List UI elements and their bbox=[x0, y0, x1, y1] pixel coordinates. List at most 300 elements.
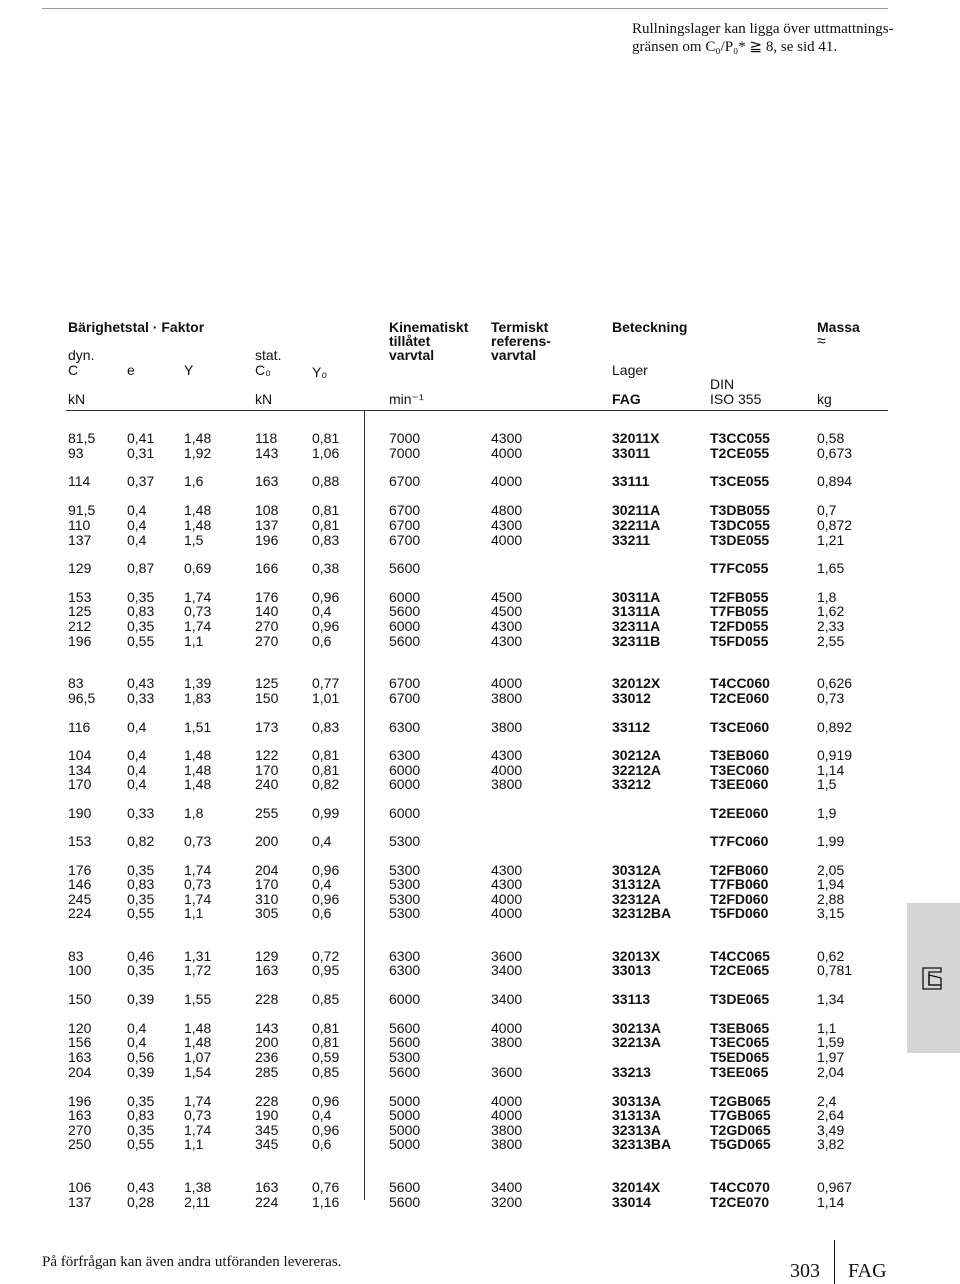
table-row bbox=[0, 619, 960, 634]
header-barighet: Bärighetstal · Faktor bbox=[68, 319, 205, 335]
cell-thermal-speed: 4000 bbox=[491, 1020, 523, 1036]
cell-y: 1,1 bbox=[184, 1136, 204, 1152]
cell-mass: 1,62 bbox=[817, 603, 845, 619]
cell-thermal-speed: 4000 bbox=[491, 473, 523, 489]
cell-thermal-speed: 4300 bbox=[491, 633, 523, 649]
cell-iso-designation: T3EC065 bbox=[710, 1034, 770, 1050]
cell-e: 0,43 bbox=[127, 675, 155, 691]
cell-y0: 0,88 bbox=[312, 473, 340, 489]
cell-iso-designation: T3CE060 bbox=[710, 719, 770, 735]
cell-kinematic-speed: 5300 bbox=[389, 891, 421, 907]
cell-e: 0,33 bbox=[127, 690, 155, 706]
cell-e: 0,35 bbox=[127, 1122, 155, 1138]
cell-c: 270 bbox=[68, 1122, 92, 1138]
cell-iso-designation: T4CC060 bbox=[710, 675, 770, 691]
cell-c: 137 bbox=[68, 1194, 92, 1210]
section-tab bbox=[907, 903, 960, 1053]
cell-iso-designation: T4CC065 bbox=[710, 948, 770, 964]
cell-y: 1,83 bbox=[184, 690, 212, 706]
cell-kinematic-speed: 5000 bbox=[389, 1136, 421, 1152]
cell-thermal-speed: 4500 bbox=[491, 589, 523, 605]
cell-c0: 345 bbox=[255, 1136, 279, 1152]
cell-fag-designation: 32311B bbox=[612, 633, 661, 649]
cell-fag-designation: 32011X bbox=[612, 430, 660, 446]
cell-y0: 0,83 bbox=[312, 719, 340, 735]
cell-c0: 163 bbox=[255, 962, 279, 978]
cell-kinematic-speed: 6000 bbox=[389, 762, 421, 778]
cell-y: 2,11 bbox=[184, 1194, 211, 1210]
cell-e: 0,46 bbox=[127, 948, 155, 964]
cell-iso-designation: T2CE065 bbox=[710, 962, 770, 978]
cell-iso-designation: T3CE055 bbox=[710, 473, 770, 489]
cell-y: 1,51 bbox=[184, 719, 212, 735]
cell-y0: 0,6 bbox=[312, 633, 332, 649]
cell-e: 0,4 bbox=[127, 1020, 147, 1036]
cell-iso-designation: T7FB055 bbox=[710, 603, 769, 619]
cell-y0: 0,96 bbox=[312, 589, 340, 605]
cell-iso-designation: T2CE055 bbox=[710, 445, 770, 461]
cell-c0: 310 bbox=[255, 891, 279, 907]
cell-e: 0,82 bbox=[127, 833, 155, 849]
cell-kinematic-speed: 6700 bbox=[389, 517, 421, 533]
cell-y: 0,73 bbox=[184, 603, 212, 619]
cell-iso-designation: T7FC055 bbox=[710, 560, 769, 576]
cell-kinematic-speed: 5000 bbox=[389, 1107, 421, 1123]
cell-fag-designation: 33014 bbox=[612, 1194, 651, 1210]
cell-y: 1,55 bbox=[184, 991, 212, 1007]
cell-thermal-speed: 4000 bbox=[491, 891, 523, 907]
cell-c: 106 bbox=[68, 1179, 92, 1195]
cell-e: 0,4 bbox=[127, 719, 147, 735]
cell-y0: 0,82 bbox=[312, 776, 340, 792]
cell-c0: 270 bbox=[255, 618, 279, 634]
cell-iso-designation: T7FC060 bbox=[710, 833, 769, 849]
cell-e: 0,83 bbox=[127, 1107, 155, 1123]
cell-y0: 0,99 bbox=[312, 805, 340, 821]
cell-y0: 0,81 bbox=[312, 430, 340, 446]
header-lager: Lager bbox=[612, 362, 648, 378]
cell-c0: 129 bbox=[255, 948, 279, 964]
cell-c: 150 bbox=[68, 991, 92, 1007]
cell-mass: 2,04 bbox=[817, 1064, 845, 1080]
cell-c: 156 bbox=[68, 1034, 92, 1050]
cell-mass: 0,892 bbox=[817, 719, 853, 735]
cell-y0: 1,01 bbox=[312, 690, 340, 706]
cell-iso-designation: T7GB065 bbox=[710, 1107, 771, 1123]
cell-mass: 0,73 bbox=[817, 690, 845, 706]
cell-y: 0,73 bbox=[184, 833, 212, 849]
cell-kinematic-speed: 6000 bbox=[389, 991, 421, 1007]
cell-iso-designation: T7FB060 bbox=[710, 876, 769, 892]
header-y: Y bbox=[184, 362, 194, 378]
cell-thermal-speed: 3600 bbox=[491, 1064, 523, 1080]
cell-y0: 0,4 bbox=[312, 876, 332, 892]
cell-y: 1,38 bbox=[184, 1179, 212, 1195]
cell-kinematic-speed: 5600 bbox=[389, 1064, 421, 1080]
cell-c0: 270 bbox=[255, 633, 279, 649]
cell-fag-designation: 31313A bbox=[612, 1107, 662, 1123]
cell-mass: 1,1 bbox=[817, 1020, 837, 1036]
cell-fag-designation: 33012 bbox=[612, 690, 651, 706]
cell-fag-designation: 30211A bbox=[612, 502, 661, 518]
cell-kinematic-speed: 5000 bbox=[389, 1122, 421, 1138]
cell-y: 1,48 bbox=[184, 1034, 212, 1050]
cell-thermal-speed: 4000 bbox=[491, 1093, 523, 1109]
header-kg: kg bbox=[817, 391, 832, 407]
cell-c: 110 bbox=[68, 517, 91, 533]
cell-kinematic-speed: 6300 bbox=[389, 962, 421, 978]
table-row bbox=[0, 720, 960, 735]
cell-kinematic-speed: 6700 bbox=[389, 675, 421, 691]
cell-c: 96,5 bbox=[68, 690, 96, 706]
cell-y0: 0,96 bbox=[312, 862, 340, 878]
cell-e: 0,31 bbox=[127, 445, 155, 461]
cell-thermal-speed: 4000 bbox=[491, 675, 523, 691]
page-number: 303 bbox=[790, 1260, 820, 1282]
cell-c: 104 bbox=[68, 747, 92, 763]
cell-c0: 170 bbox=[255, 876, 279, 892]
cell-kinematic-speed: 6300 bbox=[389, 948, 421, 964]
cell-e: 0,4 bbox=[127, 502, 147, 518]
cell-kinematic-speed: 5600 bbox=[389, 1179, 421, 1195]
cell-fag-designation: 30313A bbox=[612, 1093, 662, 1109]
cell-y0: 0,4 bbox=[312, 833, 332, 849]
cell-fag-designation: 32312A bbox=[612, 891, 662, 907]
cell-e: 0,41 bbox=[127, 430, 155, 446]
cell-c: 224 bbox=[68, 905, 92, 921]
cell-thermal-speed: 3200 bbox=[491, 1194, 523, 1210]
header-c0: C₀ bbox=[255, 362, 271, 378]
cell-fag-designation: 33011 bbox=[612, 445, 651, 461]
cell-mass: 1,65 bbox=[817, 560, 845, 576]
cell-y: 1,74 bbox=[184, 1093, 212, 1109]
cell-y0: 0,72 bbox=[312, 948, 340, 964]
cell-thermal-speed: 3400 bbox=[491, 1179, 523, 1195]
cell-kinematic-speed: 5000 bbox=[389, 1093, 421, 1109]
cell-e: 0,28 bbox=[127, 1194, 155, 1210]
cell-mass: 1,59 bbox=[817, 1034, 845, 1050]
cell-c: 129 bbox=[68, 560, 92, 576]
cell-c: 114 bbox=[68, 473, 91, 489]
cell-c0: 150 bbox=[255, 690, 279, 706]
cell-c0: 163 bbox=[255, 473, 279, 489]
cell-y0: 1,16 bbox=[312, 1194, 340, 1210]
table-row bbox=[0, 431, 960, 446]
cell-y0: 0,81 bbox=[312, 502, 340, 518]
header-tillatet: tillåtet bbox=[389, 333, 431, 349]
cell-y: 1,74 bbox=[184, 891, 212, 907]
footnote: På förfrågan kan även andra utföranden levereras. bbox=[42, 1254, 342, 1270]
cell-c0: 285 bbox=[255, 1064, 279, 1080]
cell-y: 1,48 bbox=[184, 1020, 212, 1036]
table-row bbox=[0, 777, 960, 792]
cell-c0: 137 bbox=[255, 517, 279, 533]
cell-c0: 163 bbox=[255, 1179, 279, 1195]
table-row bbox=[0, 634, 960, 649]
cell-thermal-speed: 4300 bbox=[491, 876, 523, 892]
cell-e: 0,43 bbox=[127, 1179, 155, 1195]
cell-thermal-speed: 4000 bbox=[491, 532, 523, 548]
cell-thermal-speed: 4300 bbox=[491, 862, 523, 878]
cell-thermal-speed: 4300 bbox=[491, 618, 523, 634]
cell-y0: 0,77 bbox=[312, 675, 340, 691]
cell-c: 153 bbox=[68, 833, 92, 849]
cell-c: 212 bbox=[68, 618, 92, 634]
cell-e: 0,4 bbox=[127, 532, 147, 548]
cell-c: 204 bbox=[68, 1064, 92, 1080]
cell-fag-designation: 32313BA bbox=[612, 1136, 672, 1152]
cell-fag-designation: 32311A bbox=[612, 618, 661, 634]
cell-fag-designation: 32012X bbox=[612, 675, 661, 691]
cell-e: 0,39 bbox=[127, 991, 155, 1007]
cell-c: 176 bbox=[68, 862, 92, 878]
cell-iso-designation: T3DE055 bbox=[710, 532, 770, 548]
cell-y: 1,48 bbox=[184, 762, 212, 778]
cell-fag-designation: 32313A bbox=[612, 1122, 662, 1138]
cell-fag-designation: 33111 bbox=[612, 473, 650, 489]
cell-thermal-speed: 4000 bbox=[491, 445, 523, 461]
table-row bbox=[0, 1108, 960, 1123]
cell-mass: 3,49 bbox=[817, 1122, 845, 1138]
cell-e: 0,87 bbox=[127, 560, 155, 576]
cell-c0: 190 bbox=[255, 1107, 279, 1123]
cell-kinematic-speed: 6000 bbox=[389, 589, 421, 605]
cell-iso-designation: T3DB055 bbox=[710, 502, 770, 518]
cell-mass: 2,33 bbox=[817, 618, 845, 634]
cell-iso-designation: T5ED065 bbox=[710, 1049, 770, 1065]
cell-thermal-speed: 3600 bbox=[491, 948, 523, 964]
cell-c0: 140 bbox=[255, 603, 279, 619]
cell-iso-designation: T3DE065 bbox=[710, 991, 770, 1007]
table-row bbox=[0, 992, 960, 1007]
cell-e: 0,35 bbox=[127, 962, 155, 978]
cell-kinematic-speed: 6700 bbox=[389, 532, 421, 548]
header-massa: Massa bbox=[817, 319, 860, 335]
cell-c: 196 bbox=[68, 1093, 92, 1109]
cell-thermal-speed: 3800 bbox=[491, 690, 523, 706]
cell-thermal-speed: 4000 bbox=[491, 762, 523, 778]
cell-mass: 1,14 bbox=[817, 1194, 845, 1210]
cell-y: 1,92 bbox=[184, 445, 212, 461]
cell-mass: 1,99 bbox=[817, 833, 845, 849]
cell-kinematic-speed: 6700 bbox=[389, 502, 421, 518]
cell-e: 0,35 bbox=[127, 891, 155, 907]
cell-fag-designation: 33113 bbox=[612, 991, 651, 1007]
cell-y: 1,54 bbox=[184, 1064, 212, 1080]
cell-mass: 0,781 bbox=[817, 962, 853, 978]
cell-e: 0,35 bbox=[127, 862, 155, 878]
cell-c: 170 bbox=[68, 776, 92, 792]
table-row bbox=[0, 691, 960, 706]
cell-iso-designation: T2GD065 bbox=[710, 1122, 771, 1138]
cell-c: 120 bbox=[68, 1020, 92, 1036]
cell-iso-designation: T2CE070 bbox=[710, 1194, 770, 1210]
cell-fag-designation: 33212 bbox=[612, 776, 651, 792]
cell-c: 190 bbox=[68, 805, 92, 821]
cell-mass: 2,05 bbox=[817, 862, 845, 878]
cell-fag-designation: 32013X bbox=[612, 948, 661, 964]
cell-thermal-speed: 3800 bbox=[491, 1122, 523, 1138]
cell-e: 0,55 bbox=[127, 1136, 155, 1152]
cell-mass: 1,21 bbox=[817, 532, 845, 548]
table-row bbox=[0, 446, 960, 461]
page-separator bbox=[834, 1240, 835, 1284]
header-rule bbox=[66, 410, 888, 411]
cell-c0: 170 bbox=[255, 762, 279, 778]
cell-y0: 0,85 bbox=[312, 991, 340, 1007]
cell-iso-designation: T3EE060 bbox=[710, 776, 769, 792]
cell-mass: 0,872 bbox=[817, 517, 853, 533]
cell-fag-designation: 33112 bbox=[612, 719, 651, 735]
cell-c0: 166 bbox=[255, 560, 279, 576]
cell-e: 0,37 bbox=[127, 473, 155, 489]
cell-thermal-speed: 3800 bbox=[491, 776, 523, 792]
cell-mass: 0,7 bbox=[817, 502, 837, 518]
header-referens: referens- bbox=[491, 333, 551, 349]
cell-y0: 0,76 bbox=[312, 1179, 340, 1195]
cell-y0: 0,83 bbox=[312, 532, 340, 548]
cell-fag-designation: 33211 bbox=[612, 532, 651, 548]
table-row bbox=[0, 806, 960, 821]
cell-y: 1,1 bbox=[184, 633, 204, 649]
cell-y: 1,48 bbox=[184, 502, 212, 518]
cell-fag-designation: 33013 bbox=[612, 962, 651, 978]
table-row bbox=[0, 1065, 960, 1080]
cell-y: 1,5 bbox=[184, 532, 204, 548]
cell-c: 134 bbox=[68, 762, 92, 778]
cell-kinematic-speed: 7000 bbox=[389, 445, 421, 461]
cell-y0: 1,06 bbox=[312, 445, 340, 461]
cell-iso-designation: T2FD060 bbox=[710, 891, 769, 907]
cell-iso-designation: T3EC060 bbox=[710, 762, 770, 778]
cell-e: 0,35 bbox=[127, 618, 155, 634]
cell-y: 1,74 bbox=[184, 1122, 212, 1138]
cell-mass: 0,673 bbox=[817, 445, 853, 461]
cell-mass: 0,626 bbox=[817, 675, 853, 691]
cell-c0: 228 bbox=[255, 991, 279, 1007]
cell-iso-designation: T2EE060 bbox=[710, 805, 769, 821]
cell-fag-designation: 32211A bbox=[612, 517, 661, 533]
cell-c0: 345 bbox=[255, 1122, 279, 1138]
cell-y0: 0,4 bbox=[312, 1107, 332, 1123]
cell-iso-designation: T5FD060 bbox=[710, 905, 769, 921]
table-row bbox=[0, 877, 960, 892]
cell-y: 1,07 bbox=[184, 1049, 212, 1065]
cell-y0: 0,81 bbox=[312, 1020, 340, 1036]
cell-y: 1,48 bbox=[184, 776, 212, 792]
cell-c0: 204 bbox=[255, 862, 279, 878]
header-approx: ≈ bbox=[817, 333, 826, 350]
cell-fag-designation: 32213A bbox=[612, 1034, 662, 1050]
table-row bbox=[0, 963, 960, 978]
header-fag: FAG bbox=[612, 391, 641, 407]
table-row bbox=[0, 533, 960, 548]
table-row bbox=[0, 906, 960, 921]
cell-y: 1,74 bbox=[184, 589, 212, 605]
cell-y0: 0,81 bbox=[312, 762, 340, 778]
table-row bbox=[0, 834, 960, 849]
header-y0: Y₀ bbox=[312, 364, 328, 380]
cell-mass: 1,94 bbox=[817, 876, 845, 892]
cell-y0: 0,81 bbox=[312, 1034, 340, 1050]
cell-c: 116 bbox=[68, 719, 91, 735]
cell-fag-designation: 32212A bbox=[612, 762, 662, 778]
cell-fag-designation: 31311A bbox=[612, 603, 661, 619]
cell-kinematic-speed: 5600 bbox=[389, 560, 421, 576]
header-varvtal-term: varvtal bbox=[491, 347, 537, 363]
cell-mass: 2,55 bbox=[817, 633, 845, 649]
cell-y: 1,31 bbox=[184, 948, 212, 964]
cell-y: 1,6 bbox=[184, 473, 204, 489]
cell-fag-designation: 30312A bbox=[612, 862, 662, 878]
table-row bbox=[0, 518, 960, 533]
cell-e: 0,55 bbox=[127, 633, 155, 649]
cell-mass: 1,5 bbox=[817, 776, 837, 792]
header-termiskt: Termiskt bbox=[491, 319, 549, 335]
cell-kinematic-speed: 5600 bbox=[389, 1020, 421, 1036]
cell-e: 0,56 bbox=[127, 1049, 155, 1065]
header-kn-dyn: kN bbox=[68, 391, 86, 407]
cell-y: 0,69 bbox=[184, 560, 212, 576]
top-note: Rullningslager kan ligga över uttmattningsgränsen om C₀/P₀* ≧ 8, se sid 41. bbox=[632, 21, 894, 55]
cell-c0: 143 bbox=[255, 1020, 279, 1036]
cell-thermal-speed: 4000 bbox=[491, 905, 523, 921]
header-e: e bbox=[127, 362, 135, 378]
cell-mass: 1,97 bbox=[817, 1049, 845, 1065]
cell-mass: 2,4 bbox=[817, 1093, 837, 1109]
cell-c0: 176 bbox=[255, 589, 279, 605]
cell-thermal-speed: 4500 bbox=[491, 603, 523, 619]
cell-y: 1,48 bbox=[184, 430, 212, 446]
brand-name: FAG bbox=[848, 1260, 887, 1282]
cell-kinematic-speed: 5600 bbox=[389, 1034, 421, 1050]
cell-y0: 0,85 bbox=[312, 1064, 340, 1080]
cell-c0: 118 bbox=[255, 430, 278, 446]
cell-c0: 143 bbox=[255, 445, 279, 461]
cell-mass: 1,9 bbox=[817, 805, 837, 821]
cell-fag-designation: 30212A bbox=[612, 747, 662, 763]
cell-kinematic-speed: 5300 bbox=[389, 1049, 421, 1065]
cell-c0: 196 bbox=[255, 532, 279, 548]
cell-e: 0,55 bbox=[127, 905, 155, 921]
cell-c0: 108 bbox=[255, 502, 279, 518]
header-kn-stat: kN bbox=[255, 391, 273, 407]
cell-e: 0,83 bbox=[127, 876, 155, 892]
header-min: min⁻¹ bbox=[389, 391, 424, 407]
cell-mass: 0,894 bbox=[817, 473, 853, 489]
cell-e: 0,83 bbox=[127, 603, 155, 619]
cell-c0: 240 bbox=[255, 776, 279, 792]
cell-mass: 0,62 bbox=[817, 948, 845, 964]
cell-fag-designation: 30311A bbox=[612, 589, 661, 605]
cell-kinematic-speed: 5300 bbox=[389, 833, 421, 849]
table-row bbox=[0, 1180, 960, 1195]
cell-mass: 1,14 bbox=[817, 762, 845, 778]
cell-thermal-speed: 4300 bbox=[491, 747, 523, 763]
cell-y: 1,39 bbox=[184, 675, 212, 691]
cell-c: 245 bbox=[68, 891, 92, 907]
cell-c: 83 bbox=[68, 948, 84, 964]
cell-c0: 255 bbox=[255, 805, 279, 821]
cell-y0: 0,81 bbox=[312, 517, 340, 533]
cell-thermal-speed: 3800 bbox=[491, 719, 523, 735]
header-dyn: dyn. bbox=[68, 347, 95, 363]
cell-c: 250 bbox=[68, 1136, 92, 1152]
cell-thermal-speed: 3400 bbox=[491, 962, 523, 978]
cell-mass: 2,88 bbox=[817, 891, 845, 907]
top-rule bbox=[42, 8, 888, 9]
cell-c0: 125 bbox=[255, 675, 279, 691]
